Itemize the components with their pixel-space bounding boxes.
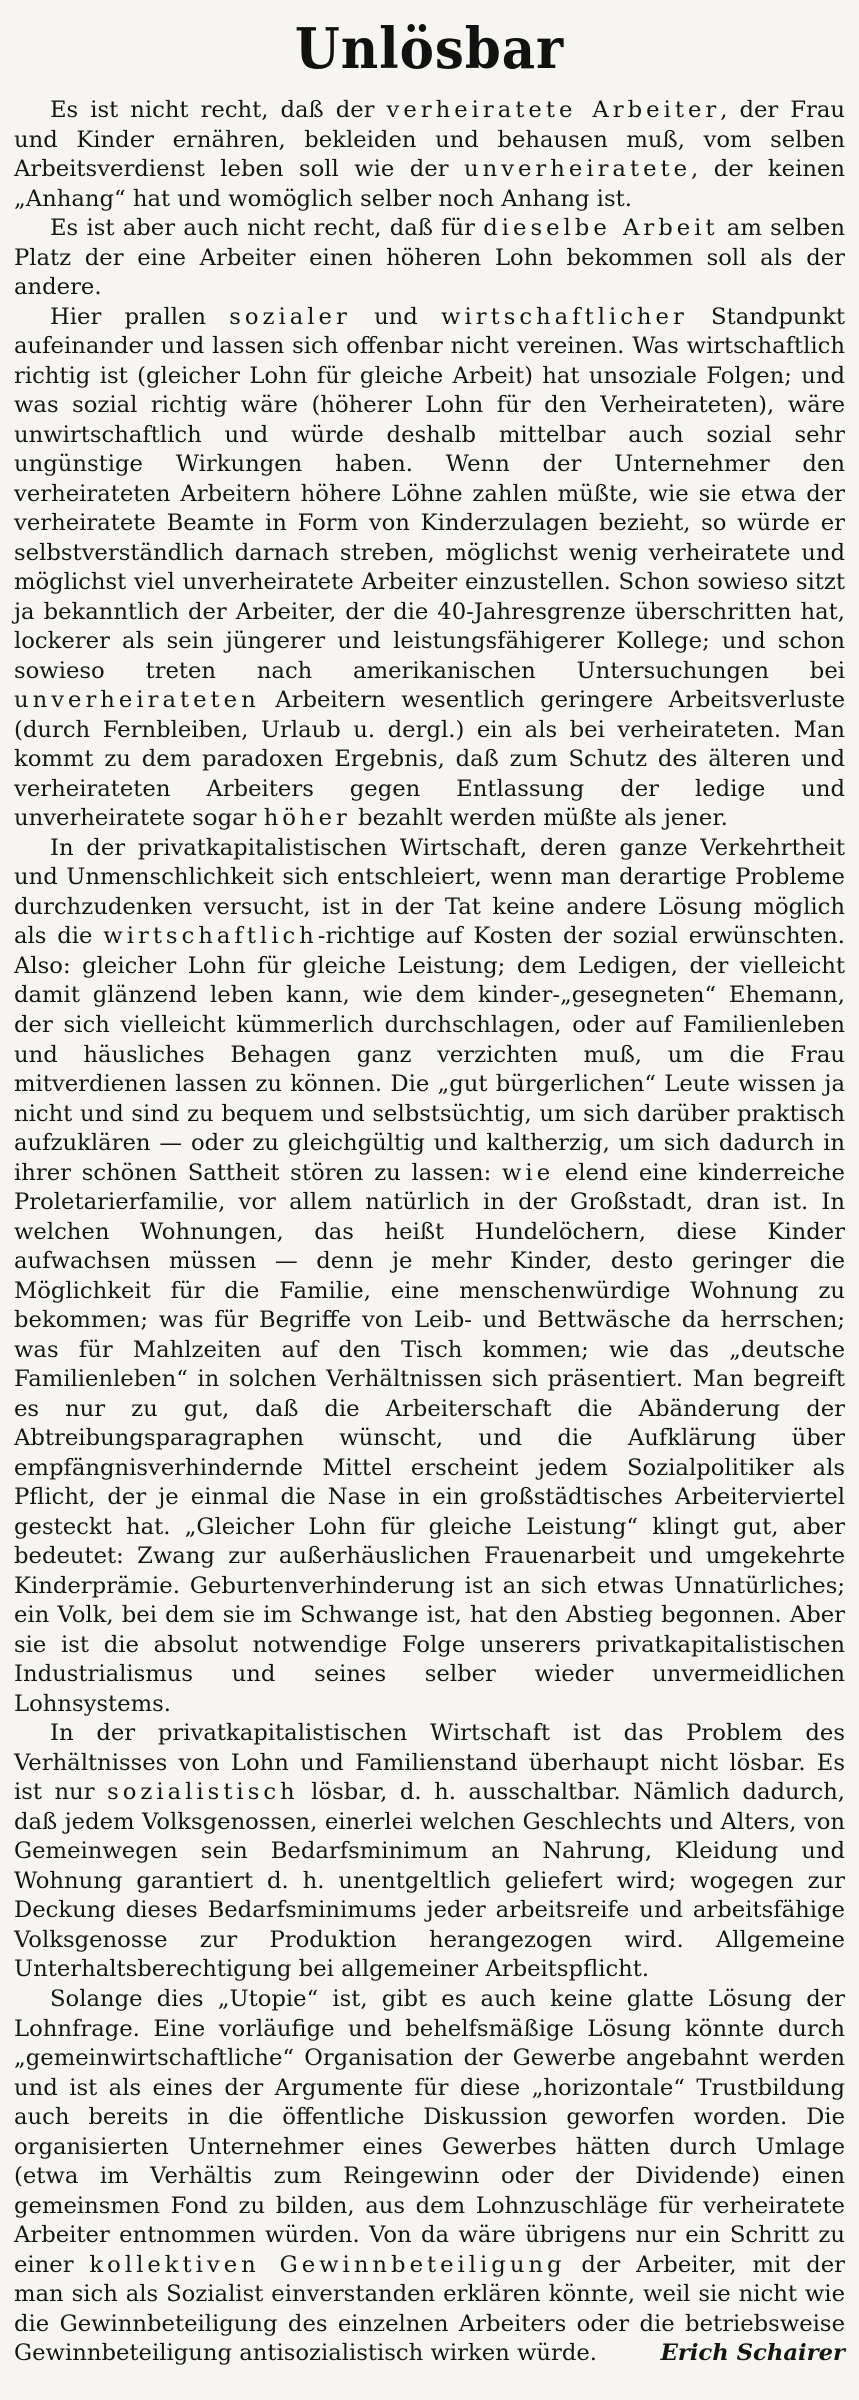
- article-paragraph: [14, 303, 845, 834]
- spaced-emphasis-text: sozialistisch: [107, 1779, 299, 1806]
- article-paragraph: [14, 1985, 845, 2369]
- paragraph-text: , der keinen „Anhang“ hat und womöglich selber noch Anhang ist.: [14, 156, 845, 212]
- author-signature: Erich Schairer: [660, 2340, 845, 2367]
- paragraph-text: bezahlt werden müßte als jener.: [350, 805, 728, 832]
- spaced-emphasis-text: wirtschaftlich: [103, 923, 318, 950]
- article-paragraph: [14, 1719, 845, 1985]
- paragraph-text: der Arbeiter, mit der man sich als Sozialist einverstanden erklären könnte, weil sie nicht wie die Gewinnbeteiligung des einzelnen Arbeiters oder die betriebsweise Gewinnbeteiligung antisozialistisch wirken würde.: [14, 2251, 845, 2367]
- spaced-emphasis-text: verheiratete Arbeiter: [386, 97, 721, 123]
- paragraph-text: Es ist aber auch nicht recht, daß für: [50, 215, 484, 242]
- paragraph-text: Es ist nicht recht, daß der: [50, 97, 387, 123]
- article-paragraph: [14, 834, 845, 1719]
- article-body: [14, 96, 845, 2369]
- article-paragraph: [14, 96, 845, 214]
- article-title: Unlösbar: [294, 16, 565, 82]
- paragraph-text: In der privatkapitalistischen Wirtschaft, deren ganze Verkehrtheit und Unmenschlichkeit sich entschleiert, wenn man derartige Probleme durchzudenken versucht, ist in der Tat keine andere Lösung möglich als die: [14, 834, 845, 950]
- paragraph-text: In der privatkapitalistischen Wirtschaft ist das Problem des Verhältnisses von Lohn und Familienstand überhaupt nicht lösbar. Es ist nur: [14, 1720, 845, 1806]
- spaced-emphasis-text: dieselbe Arbeit: [483, 215, 719, 242]
- spaced-emphasis-text: höher: [263, 805, 351, 832]
- paragraph-text: Hier prallen: [50, 303, 230, 330]
- spaced-emphasis-text: kollektiven Gewinnbeteiligung: [89, 2251, 566, 2278]
- paragraph-text: und: [350, 303, 442, 330]
- paragraph-text: elend eine kinderreiche Proletarierfamilie, vor allem natürlich in der Großstadt, dran ist. In welchen Wohnungen, das heißt Hundelöchern, diese Kinder aufwachsen müssen — denn je mehr Kinder, desto geringer die Möglichkeit für die Familie, eine menschenwürdige Wohnung zu bekommen; was für Begriffe von Leib- und Bettwäsche da herrschen; was für Mahlzeiten auf den Tisch kommen; wie das „deutsche Familienleben“ in solchen Verhältnissen sich präsentiert. Man begreift es nur zu gut, daß die Arbeiterschaft die Abänderung der Abtreibungsparagraphen wünscht, und die Aufklärung über empfängnisverhindernde Mittel erscheint jedem Sozialpolitiker als Pflicht, der je einmal die Nase in ein großstädtisches Arbeiterviertel gesteckt hat. „Gleicher Lohn für gleiche Leistung“ klingt gut, aber bedeutet: Zwang zur außerhäuslichen Frauenarbeit und umgekehrte Kinderprämie. Geburtenverhinderung ist an sich etwas Unnatürliches; ein Volk, bei dem sie im Schwange ist, hat den Abstieg begonnen. Aber sie ist die absolut notwendige Folge unserers privatkapitalistischen Industrialismus und seines selber wieder unvermeidlichen Lohnsystems.: [14, 1159, 845, 1717]
- paragraph-text: Standpunkt aufeinander und lassen sich offenbar nicht vereinen. Was wirtschaftlich richtig ist (gleicher Lohn für gleiche Arbeit) hat unsoziale Folgen; und was sozial richtig wäre (höherer Lohn für den Verheirateten), wäre unwirtschaftlich und würde deshalb mittelbar auch sozial sehr ungünstige Wirkungen haben. Wenn der Unternehmer den verheirateten Arbeitern höhere Löhne zahlen müßte, wie sie etwa der verheiratete Beamte in Form von Kinderzulagen bezieht, so würde er selbstverständlich darnach streben, möglichst wenig verheiratete und möglichst viel unverheiratete Arbeiter einzustellen. Schon sowieso sitzt ja bekanntlich der Arbeiter, der die 40-Jahresgrenze überschritten hat, lockerer als sein jüngerer und leistungsfähigerer Kollege; und schon sowieso treten nach amerikanischen Untersuchungen bei: [14, 303, 845, 684]
- spaced-emphasis-text: wie: [502, 1159, 555, 1186]
- paragraph-text: lösbar, d. h. ausschaltbar. Nämlich dadurch, daß jedem Volksgenossen, einerlei welchen Geschlechts und Alters, von Gemeinwegen sein Bedarfsminimum an Nahrung, Kleidung und Wohnung garantiert d. h. unentgeltlich geliefert wird; wogegen zur Deckung dieses Bedarfsminimums jeder arbeitsreife und arbeitsfähige Volksgenosse zur Produktion herangezogen wird. Allgemeine Unterhaltsberechtigung bei allgemeiner Arbeitspflicht.: [14, 1779, 845, 1983]
- paragraph-text: -richtige auf Kosten der sozial erwünschten. Also: gleicher Lohn für gleiche Leistung; dem Ledigen, der vielleicht damit glänzend leben kann, wie dem kinder-„gesegneten“ Ehemann, der sich vielleicht kümmerlich durchschlagen, oder auf Familienleben und häusliches Behagen ganz verzichten muß, um die Frau mitverdienen lassen zu können. Die „gut bürgerlichen“ Leute wissen ja nicht und sind zu bequem und selbstsüchtig, um sich darüber praktisch aufzuklären — oder zu gleichgültig und kaltherzig, um sich dadurch in ihrer schönen Sattheit stören zu lassen:: [14, 923, 845, 1186]
- paragraph-text: Arbeitern wesentlich geringere Arbeitsverluste (durch Fernbleiben, Urlaub u. dergl.) ein als bei verheirateten. Man kommt zu dem paradoxen Ergebnis, daß zum Schutz des älteren und verheirateten Arbeiters gegen Entlassung der ledige und unverheiratete sogar: [14, 687, 845, 832]
- spaced-emphasis-text: unverheiratete: [463, 156, 692, 183]
- paragraph-text: Solange dies „Utopie“ ist, gibt es auch keine glatte Lösung der Lohnfrage. Eine vorläufige und behelfsmäßige Lösung könnte durch „gemeinwirtschaftliche“ Organisation der Gewerbe angebahnt werden und ist als eines der Argumente für diese „horizontale“ Trustbildung auch bereits in die öffentliche Diskussion geworfen worden. Die organisierten Unternehmer eines Gewerbes hätten durch Umlage (etwa im Verhältis zum Reingewinn oder der Dividende) einen gemeinsmen Fond zu bilden, aus dem Lohnzuschläge für verheiratete Arbeiter entnommen würden. Von da wäre übrigens nur ein Schritt zu einer: [14, 1986, 845, 2278]
- article-paragraph: [14, 214, 845, 303]
- paragraph-text: , der Frau und Kinder ernähren, bekleiden und behausen muß, vom selben Arbeitsverdienst leben soll wie der: [14, 97, 845, 183]
- spaced-emphasis-text: unverheirateten: [14, 687, 260, 714]
- spaced-emphasis-text: sozialer: [229, 303, 351, 330]
- spaced-emphasis-text: wirtschaftlicher: [441, 303, 688, 330]
- paragraph-text: am selben Platz der eine Arbeiter einen höheren Lohn bekommen soll als der andere.: [14, 215, 845, 301]
